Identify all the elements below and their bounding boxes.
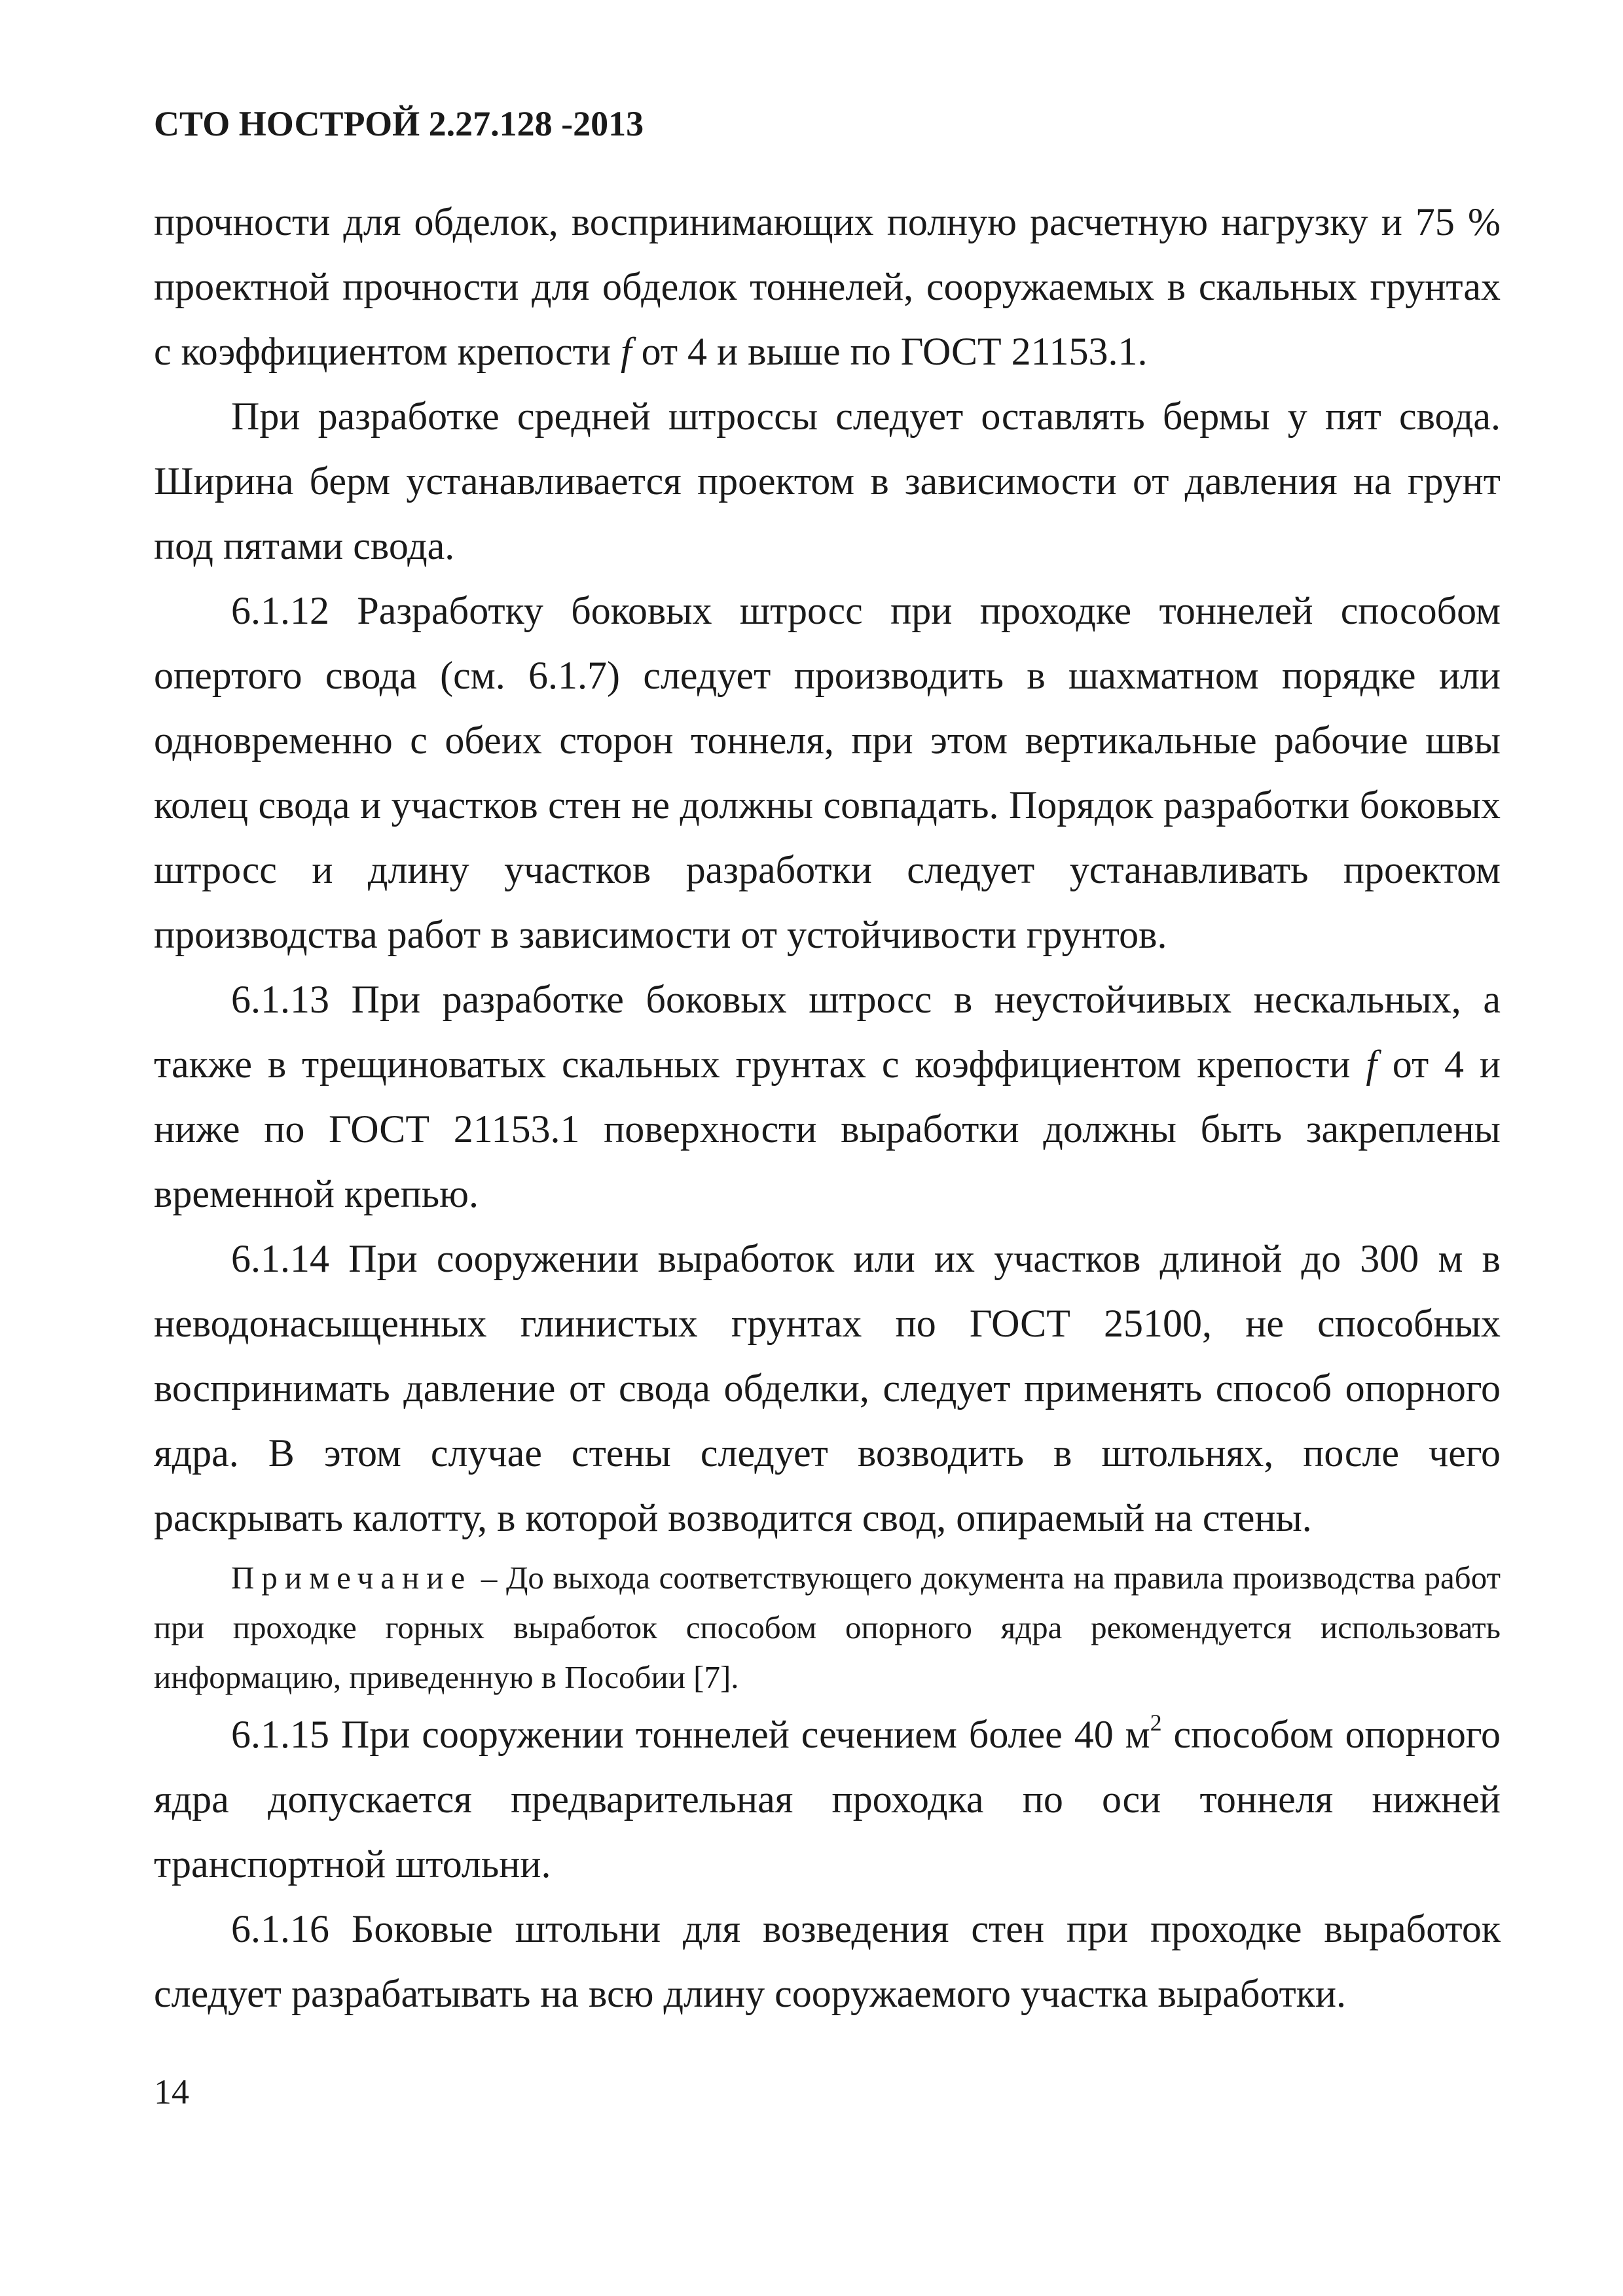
paragraph-text: 6.1.14 При сооружении выработок или их участков длиной до 300 м в неводонасыщенных глинистых грунтах по ГОСТ 25100, не способных воспринимать давление от свода обделки, следует применять способ опорного ядра. В этом случае стены следует возводить в штольнях, после чего раскрывать калотту, в которой возводится свод, опираемый на стены. — [154, 1237, 1501, 1539]
paragraph-text: от 4 и ниже по ГОСТ 21153.1 поверхности выработки должны быть закреплены временной крепью. — [154, 1043, 1501, 1215]
paragraph-berm — [154, 384, 1501, 579]
paragraph-text: способом опорного ядра допускается предварительная проходка по оси тоннеля нижней транспортной штольни. — [154, 1713, 1501, 1886]
paragraph-6-1-12 — [154, 579, 1501, 967]
paragraph-text: от 4 и выше по ГОСТ 21153.1. — [631, 330, 1148, 373]
paragraph-6-1-16 — [154, 1897, 1501, 2026]
paragraph-text: При разработке средней штроссы следует оставлять бермы у пят свода. Ширина берм устанавливается проектом в зависимости от давления на грунт под пятами свода. — [154, 395, 1501, 567]
standard-id: СТО НОСТРОЙ 2.27.128 -2013 — [154, 104, 644, 143]
paragraph-continuation — [154, 190, 1501, 384]
paragraph-text: прочности для обделок, воспринимающих полную расчетную нагрузку и 75 % проектной прочности для обделок тоннелей, сооружаемых в скальных грунтах с коэффициентом крепости — [154, 200, 1501, 373]
paragraph-text: 6.1.12 Разработку боковых штросс при проходке тоннелей способом опертого свода (см. 6.1.7) следует производить в шахматном порядке или одновременно с обеих сторон тоннеля, при этом вертикальные рабочие швы колец свода и участков стен не должны совпадать. Порядок разработки боковых штросс и длину участков разработки следует устанавливать проектом производства работ в зависимости от устойчивости грунтов. — [154, 589, 1501, 956]
italic-symbol-f: f — [1366, 1043, 1377, 1086]
paragraph-6-1-15 — [154, 1702, 1501, 1897]
note-label: Примечание — [231, 1560, 473, 1596]
paragraph-text: 6.1.16 Боковые штольни для возведения стен при проходке выработок следует разрабатывать на всю длину сооружаемого участка выработки. — [154, 1907, 1501, 2015]
paragraph-text: 6.1.15 При сооружении тоннелей сечением более 40 м — [231, 1713, 1150, 1756]
paragraph-6-1-14 — [154, 1227, 1501, 1551]
page-number — [154, 2072, 189, 2112]
note-block — [154, 1553, 1501, 1702]
page-number-text: 14 — [154, 2072, 189, 2111]
paragraph-6-1-13 — [154, 967, 1501, 1227]
note-text: – До выхода соответствующего документа на правила производства работ при проходке горных выработок способом опорного ядра рекомендуется использовать информацию, приведенную в Пособии [7]. — [154, 1560, 1501, 1695]
paragraph-text: 6.1.13 При разработке боковых штросс в неустойчивых нескальных, а также в трещиноватых скальных грунтах с коэффициентом крепости — [154, 978, 1501, 1086]
document-header — [154, 103, 644, 144]
document-body — [154, 190, 1501, 2026]
italic-symbol-f: f — [620, 330, 632, 373]
superscript-2: 2 — [1150, 1710, 1162, 1736]
